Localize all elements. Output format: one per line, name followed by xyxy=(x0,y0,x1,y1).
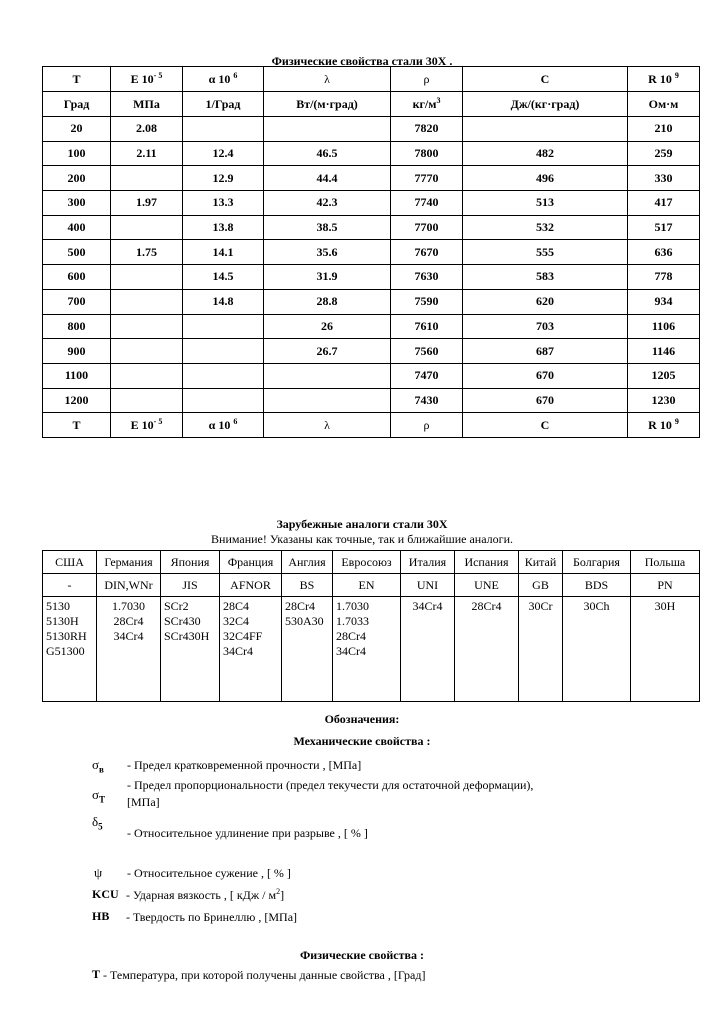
unit-lambda: Вт/(м·град) xyxy=(264,92,391,117)
grade-item: 34Cr4 xyxy=(223,644,253,658)
table-cell: 7800 xyxy=(391,141,463,166)
table-cell: 26 xyxy=(264,314,391,339)
grade-item: SCr2 xyxy=(164,599,189,613)
grades-cell xyxy=(333,597,401,702)
standard-cell: AFNOR xyxy=(220,574,282,597)
table-cell xyxy=(111,166,183,191)
table-cell xyxy=(463,117,628,142)
col-header-alpha: α 10 $^6$ xyxy=(183,67,264,92)
grade-item: 32C4 xyxy=(223,614,250,628)
psi-symbol: ψ xyxy=(94,865,103,880)
t-desc: - Температура, при которой получены данные свойства , [Град] xyxy=(103,968,426,982)
country-cell: Япония xyxy=(161,551,220,574)
table-cell: 7670 xyxy=(391,240,463,265)
sigma-t-desc-line2: [МПа] xyxy=(127,795,160,809)
table-cell: 1.75 xyxy=(111,240,183,265)
grade-item: 34Cr4 xyxy=(113,629,144,643)
table-cell: 12.9 xyxy=(183,166,264,191)
table-cell xyxy=(111,265,183,290)
grade-item: SCr430H xyxy=(164,629,210,643)
table-cell: 28.8 xyxy=(264,289,391,314)
table-cell: 7700 xyxy=(391,215,463,240)
foreign-analogs-table xyxy=(42,550,700,702)
col-header-r: R 10 $^9$ xyxy=(628,67,700,92)
standard-cell: PN xyxy=(631,574,700,597)
table-cell: 38.5 xyxy=(264,215,391,240)
standard-cell: BDS xyxy=(563,574,631,597)
table-cell: 330 xyxy=(628,166,700,191)
grade-item: 1.7033 xyxy=(336,614,369,628)
col-footer-r: R 10 $^9$ xyxy=(628,413,700,438)
table-cell: 7470 xyxy=(391,363,463,388)
grade-item: 5130RH xyxy=(46,629,87,643)
delta-symbol: $\delta_5$ xyxy=(92,814,103,832)
country-cell: Италия xyxy=(401,551,455,574)
table-cell: 100 xyxy=(43,141,111,166)
countries-row xyxy=(43,551,700,574)
col-footer-alpha: α 10 $^6$ xyxy=(183,413,264,438)
table-cell xyxy=(111,388,183,413)
table-row xyxy=(43,339,700,364)
grade-item: 530A30 xyxy=(285,614,324,628)
table-cell: 687 xyxy=(463,339,628,364)
table-cell: 1100 xyxy=(43,363,111,388)
table-cell: 700 xyxy=(43,289,111,314)
table-cell xyxy=(111,289,183,314)
table-cell: 1205 xyxy=(628,363,700,388)
unit-rho: $кг/м^3$ xyxy=(391,92,463,117)
table-cell xyxy=(183,117,264,142)
table-cell: 12.4 xyxy=(183,141,264,166)
grades-cell xyxy=(43,597,97,702)
table-cell: 496 xyxy=(463,166,628,191)
grades-cell xyxy=(282,597,333,702)
table-cell: 14.5 xyxy=(183,265,264,290)
table-cell xyxy=(111,215,183,240)
grade-item: 28Cr4 xyxy=(113,614,144,628)
country-cell: Франция xyxy=(220,551,282,574)
table-cell: 13.8 xyxy=(183,215,264,240)
standard-cell: EN xyxy=(333,574,401,597)
grade-item: 1.7030 xyxy=(112,599,145,613)
grades-cell xyxy=(97,597,161,702)
grade-item: 34Cr4 xyxy=(412,599,443,613)
grade-item: 30Cr xyxy=(528,599,553,613)
table-cell: 14.8 xyxy=(183,289,264,314)
footer-row xyxy=(43,413,700,438)
col-footer-rho: ρ xyxy=(391,413,463,438)
table-row xyxy=(43,240,700,265)
table-cell: 934 xyxy=(628,289,700,314)
table-row xyxy=(43,141,700,166)
country-cell: Китай xyxy=(519,551,563,574)
table-cell: 2.11 xyxy=(111,141,183,166)
table-cell xyxy=(111,339,183,364)
unit-t: Град xyxy=(43,92,111,117)
table-cell xyxy=(111,314,183,339)
table-cell: 583 xyxy=(463,265,628,290)
table-cell xyxy=(264,117,391,142)
table-row xyxy=(43,289,700,314)
standard-cell: GB xyxy=(519,574,563,597)
grade-item: 28Cr4 xyxy=(471,599,502,613)
standard-cell: UNE xyxy=(455,574,519,597)
table-cell: 14.1 xyxy=(183,240,264,265)
table-cell: 35.6 xyxy=(264,240,391,265)
country-cell: США xyxy=(43,551,97,574)
standard-cell: DIN,WNr xyxy=(97,574,161,597)
grade-item: 5130H xyxy=(46,614,79,628)
grade-item: 28Cr4 xyxy=(285,599,315,613)
standards-row xyxy=(43,574,700,597)
table-cell: 7630 xyxy=(391,265,463,290)
grades-cell xyxy=(631,597,700,702)
country-cell: Евросоюз xyxy=(333,551,401,574)
country-cell: Англия xyxy=(282,551,333,574)
grade-item: 30H xyxy=(654,599,676,613)
grade-item: 30Ch xyxy=(583,599,610,613)
unit-r: Ом·м xyxy=(628,92,700,117)
country-cell: Польша xyxy=(631,551,700,574)
grades-row xyxy=(43,597,700,702)
standard-cell: JIS xyxy=(161,574,220,597)
table-cell: 20 xyxy=(43,117,111,142)
table-cell: 400 xyxy=(43,215,111,240)
table-cell: 259 xyxy=(628,141,700,166)
analogs-title: Зарубежные аналоги стали 30Х xyxy=(276,517,448,531)
sigma-t-desc-line1: - Предел пропорциональности (предел текучести для остаточной деформации), xyxy=(127,778,534,792)
grades-cell xyxy=(401,597,455,702)
table-cell: 42.3 xyxy=(264,191,391,216)
table-row xyxy=(43,265,700,290)
table-cell: 210 xyxy=(628,117,700,142)
units-row xyxy=(43,92,700,117)
table-row xyxy=(43,191,700,216)
table-cell xyxy=(183,363,264,388)
table-row xyxy=(43,388,700,413)
table-cell: 513 xyxy=(463,191,628,216)
table-cell: 7610 xyxy=(391,314,463,339)
grade-item: 5130 xyxy=(46,599,70,613)
grade-item: 28C4 xyxy=(223,599,250,613)
unit-alpha: 1/Град xyxy=(183,92,264,117)
unit-e: МПа xyxy=(111,92,183,117)
standard-cell: - xyxy=(43,574,97,597)
grade-item: G51300 xyxy=(46,644,85,658)
table-cell: 1200 xyxy=(43,388,111,413)
table-cell: 800 xyxy=(43,314,111,339)
sigma-b-symbol: $\sigma_в$ xyxy=(92,757,104,775)
col-footer-lambda: λ xyxy=(264,413,391,438)
table-cell: 44.4 xyxy=(264,166,391,191)
table-row xyxy=(43,314,700,339)
col-footer-t: T xyxy=(43,413,111,438)
grades-cell xyxy=(455,597,519,702)
col-footer-c: C xyxy=(463,413,628,438)
table-cell: 517 xyxy=(628,215,700,240)
table-cell: 703 xyxy=(463,314,628,339)
table-cell: 555 xyxy=(463,240,628,265)
kcu-symbol: KCU xyxy=(92,887,119,901)
mechanical-title: Механические свойства : xyxy=(293,734,431,748)
psi-desc: - Относительное сужение , [ % ] xyxy=(127,866,291,880)
table-cell: 670 xyxy=(463,388,628,413)
table-cell: 31.9 xyxy=(264,265,391,290)
table-cell: 620 xyxy=(463,289,628,314)
sigma-t-symbol: $\sigma_T$ xyxy=(92,787,106,805)
kcu-desc: - Ударная вязкость , [ кДж / $м^2$] xyxy=(126,887,285,902)
col-header-lambda: λ xyxy=(264,67,391,92)
table-cell: 636 xyxy=(628,240,700,265)
table-row xyxy=(43,363,700,388)
hb-desc: - Твердость по Бринеллю , [МПа] xyxy=(126,910,298,924)
country-cell: Испания xyxy=(455,551,519,574)
col-header-e: E $10^{- 5}$ xyxy=(111,67,183,92)
col-header-t: T xyxy=(43,67,111,92)
table-cell: 1146 xyxy=(628,339,700,364)
col-header-c: C xyxy=(463,67,628,92)
hb-symbol: HB xyxy=(92,909,110,923)
sigma-b-desc: - Предел кратковременной прочности , [МПа] xyxy=(127,758,362,772)
table-cell: 1230 xyxy=(628,388,700,413)
col-header-rho: ρ xyxy=(391,67,463,92)
col-footer-e: E $10^{- 5}$ xyxy=(111,413,183,438)
table-cell: 200 xyxy=(43,166,111,191)
page-title: Физические свойства стали 30Х . xyxy=(271,54,453,68)
physical-title: Физические свойства : xyxy=(299,948,424,962)
grade-item: 1.7030 xyxy=(336,599,369,613)
grade-item: 28Cr4 xyxy=(336,629,366,643)
table-row xyxy=(43,215,700,240)
table-cell: 1106 xyxy=(628,314,700,339)
table-cell xyxy=(183,339,264,364)
table-cell xyxy=(183,388,264,413)
standard-cell: BS xyxy=(282,574,333,597)
t-symbol: T xyxy=(92,967,101,981)
table-cell: 482 xyxy=(463,141,628,166)
table-cell: 670 xyxy=(463,363,628,388)
table-cell: 532 xyxy=(463,215,628,240)
grade-item: SCr430 xyxy=(164,614,201,628)
country-cell: Болгария xyxy=(563,551,631,574)
table-row xyxy=(43,117,700,142)
grade-item: 34Cr4 xyxy=(336,644,366,658)
table-cell: 778 xyxy=(628,265,700,290)
grade-item: 32C4FF xyxy=(223,629,263,643)
header-row xyxy=(43,67,700,92)
country-cell: Германия xyxy=(97,551,161,574)
table-cell: 26.7 xyxy=(264,339,391,364)
table-cell: 7560 xyxy=(391,339,463,364)
unit-c: Дж/(кг·град) xyxy=(463,92,628,117)
grades-cell xyxy=(563,597,631,702)
table-cell: 900 xyxy=(43,339,111,364)
table-cell: 46.5 xyxy=(264,141,391,166)
legend-title: Обозначения: xyxy=(324,712,400,726)
table-cell xyxy=(183,314,264,339)
table-cell: 417 xyxy=(628,191,700,216)
table-cell: 7740 xyxy=(391,191,463,216)
table-cell: 300 xyxy=(43,191,111,216)
grades-cell xyxy=(161,597,220,702)
table-cell xyxy=(111,363,183,388)
table-cell: 7770 xyxy=(391,166,463,191)
table-cell: 600 xyxy=(43,265,111,290)
table-cell: 500 xyxy=(43,240,111,265)
table-cell: 2.08 xyxy=(111,117,183,142)
table-cell: 13.3 xyxy=(183,191,264,216)
analogs-note: Внимание! Указаны как точные, так и ближайшие аналоги. xyxy=(211,532,513,546)
delta-desc: - Относительное удлинение при разрыве , [ % ] xyxy=(127,826,368,840)
standard-cell: UNI xyxy=(401,574,455,597)
physical-properties-table xyxy=(42,66,700,438)
table-cell xyxy=(264,388,391,413)
table-cell xyxy=(264,363,391,388)
table-cell: 1.97 xyxy=(111,191,183,216)
grades-cell xyxy=(220,597,282,702)
table-cell: 7820 xyxy=(391,117,463,142)
table-cell: 7430 xyxy=(391,388,463,413)
grades-cell xyxy=(519,597,563,702)
table-row xyxy=(43,166,700,191)
table-cell: 7590 xyxy=(391,289,463,314)
